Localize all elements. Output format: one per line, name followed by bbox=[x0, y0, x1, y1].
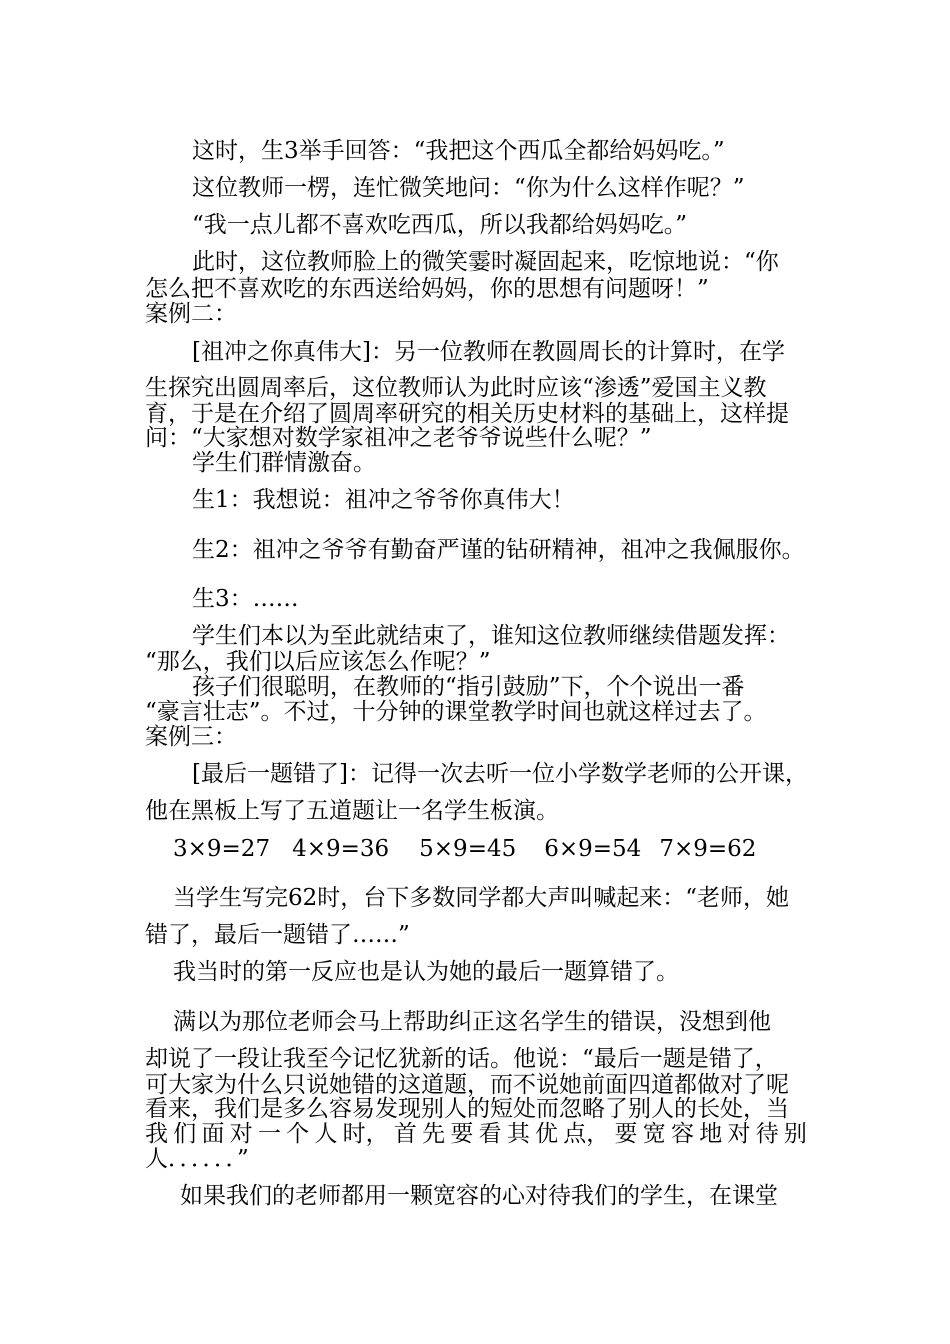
text-glyph: 首 bbox=[393, 1121, 417, 1147]
paragraph-line: 生探究出圆周率后，这位教师认为此时应该“渗透”爱国主义教 bbox=[145, 375, 767, 401]
paragraph-line: 满以为那位老师会马上帮助纠正这名学生的错误，没想到他 bbox=[173, 1009, 771, 1035]
paragraph-line: 育，于是在介绍了圆周率研究的相关历史材料的基础上，这样提 bbox=[145, 401, 789, 427]
paragraph-line: 此时，这位教师脸上的微笑霎时凝固起来，吃惊地说：“你 bbox=[192, 249, 779, 275]
text-glyph: 对 bbox=[727, 1121, 751, 1147]
student-reply-line: 生2：祖冲之爷爷有勤奋严谨的钻研精神，祖冲之我佩服你。 bbox=[192, 537, 805, 563]
student-reply-line: 生1：我想说：祖冲之爷爷你真伟大！ bbox=[192, 487, 575, 513]
paragraph-line: 如果我们的老师都用一颗宽容的心对待我们的学生，在课堂 bbox=[180, 1183, 778, 1209]
text-glyph: 个 bbox=[286, 1121, 310, 1147]
justified-paragraph-line bbox=[145, 1120, 807, 1148]
paragraph-line: 人．．．．．．” bbox=[145, 1146, 249, 1172]
paragraph-line: “豪言壮志”。不过，十分钟的课堂教学时间也就这样过去了。 bbox=[145, 699, 767, 725]
paragraph-line: 他在黑板上写了五道题让一名学生板演。 bbox=[145, 798, 559, 824]
equation: 3×9=27 bbox=[173, 836, 271, 862]
paragraph-line: 学生们本以为至此就结束了，谁知这位教师继续借题发挥： bbox=[192, 623, 790, 649]
paragraph-line: 看来，我们是多么容易发现别人的短处而忽略了别人的长处，当 bbox=[145, 1096, 789, 1122]
text-glyph: 别 bbox=[783, 1121, 807, 1147]
section-heading: 案例二： bbox=[145, 301, 237, 327]
text-glyph: 点， bbox=[563, 1121, 610, 1147]
paragraph-line: 可大家为什么只说她错的这道题，而不说她前面四道都做对了呢 bbox=[145, 1072, 789, 1098]
equation-row bbox=[173, 835, 756, 863]
text-glyph: 容 bbox=[670, 1121, 694, 1147]
paragraph-line: 却说了一段让我至今记忆犹新的话。他说：“最后一题是错了， bbox=[145, 1046, 778, 1072]
paragraph-line: 错了，最后一题错了……” bbox=[145, 922, 410, 948]
student-reply-line: 生3：…… bbox=[192, 586, 299, 612]
text-glyph: 们 bbox=[173, 1121, 197, 1147]
text-glyph: 其 bbox=[506, 1121, 530, 1147]
text-glyph: 看 bbox=[478, 1121, 502, 1147]
paragraph-line: 当学生写完62时，台下多数同学都大声叫喊起来：“老师，她 bbox=[173, 885, 790, 911]
text-glyph: 优 bbox=[535, 1121, 559, 1147]
paragraph-line: 学生们群情激奋。 bbox=[192, 450, 376, 476]
text-glyph: 一 bbox=[257, 1121, 281, 1147]
paragraph-line: 怎么把不喜欢吃的东西送给妈妈，你的思想有问题呀！” bbox=[145, 276, 709, 302]
text-glyph: 我 bbox=[145, 1121, 168, 1147]
equation: 7×9=62 bbox=[659, 836, 757, 862]
case-title-line: [最后一题错了]：记得一次去听一位小学数学老师的公开课， bbox=[192, 761, 808, 787]
paragraph-line: 问：“大家想对数学家祖冲之老爷爷说些什么呢？” bbox=[145, 425, 652, 451]
text-glyph: 先 bbox=[422, 1121, 446, 1147]
text-glyph: 地 bbox=[699, 1121, 723, 1147]
text-glyph: 要 bbox=[614, 1121, 638, 1147]
text-glyph: 人 bbox=[314, 1121, 338, 1147]
text-glyph: 对 bbox=[229, 1121, 253, 1147]
paragraph-line: 这时，生3举手回答：“我把这个西瓜全都给妈妈吃。” bbox=[192, 138, 725, 164]
equation: 5×9=45 bbox=[419, 836, 517, 862]
paragraph-line: “那么，我们以后应该怎么作呢？” bbox=[145, 649, 491, 675]
equation: 4×9=36 bbox=[292, 836, 390, 862]
paragraph-line: 孩子们很聪明，在教师的“指引鼓励”下，个个说出一番 bbox=[192, 674, 745, 700]
text-glyph: 待 bbox=[755, 1121, 779, 1147]
equation: 6×9=54 bbox=[544, 836, 642, 862]
section-heading: 案例三： bbox=[145, 724, 237, 750]
text-glyph: 宽 bbox=[642, 1121, 666, 1147]
paragraph-line: 这位教师一楞，连忙微笑地问：“你为什么这样作呢？” bbox=[192, 175, 745, 201]
paragraph-line: “我一点儿都不喜欢吃西瓜，所以我都给妈妈吃。” bbox=[192, 212, 688, 238]
text-glyph: 时， bbox=[342, 1121, 389, 1147]
text-glyph: 要 bbox=[450, 1121, 474, 1147]
case-title-line: [祖冲之你真伟大]：另一位教师在教圆周长的计算时，在学 bbox=[192, 339, 785, 365]
text-glyph: 面 bbox=[201, 1121, 225, 1147]
paragraph-line: 我当时的第一反应也是认为她的最后一题算错了。 bbox=[173, 959, 679, 985]
